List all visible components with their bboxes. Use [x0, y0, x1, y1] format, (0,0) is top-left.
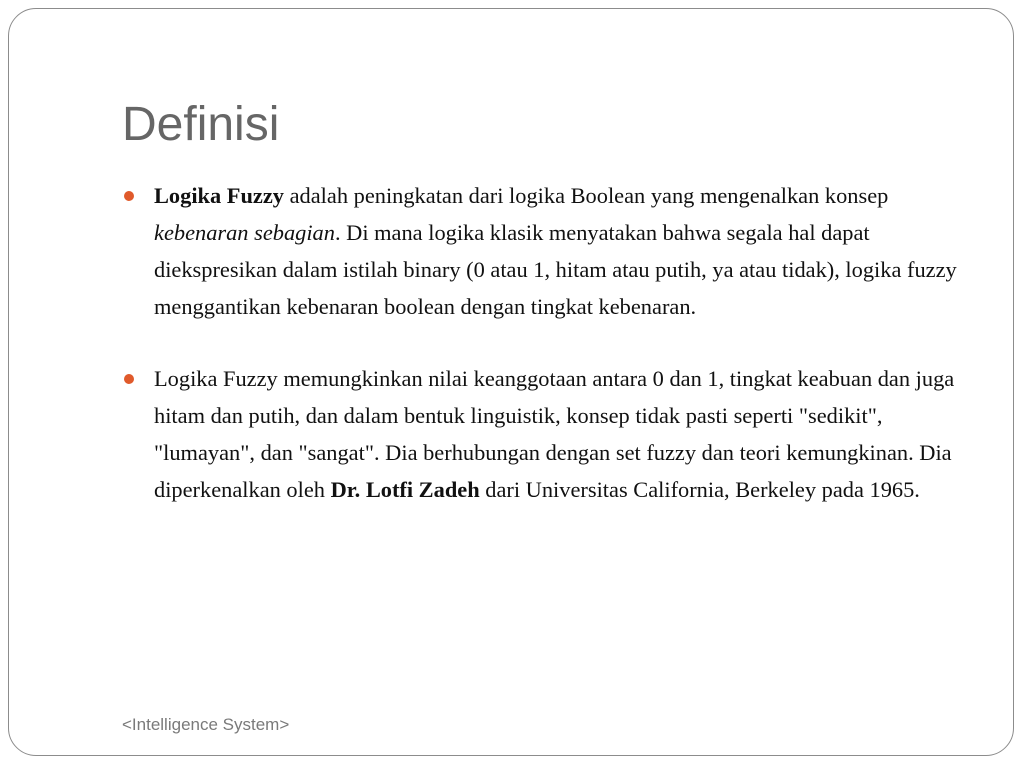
- italic-term-kebenaran-sebagian: kebenaran sebagian: [154, 220, 335, 245]
- bold-term-logika-fuzzy: Logika Fuzzy: [154, 183, 284, 208]
- slide-frame: [8, 8, 1014, 756]
- bullet-dot-icon: [124, 191, 134, 201]
- bullet-item-definition: [154, 177, 984, 325]
- bullet-list: [154, 177, 984, 508]
- bullet-text: adalah peningkatan dari logika Boolean yang mengenalkan konsep: [284, 183, 889, 208]
- bullet-dot-icon: [124, 374, 134, 384]
- bullet-item-history: [154, 360, 984, 508]
- bullet-text: . Di mana logika klasik menyatakan bahwa segala hal dapat diekspresikan dalam istilah binary (0 atau 1, hitam atau putih, ya atau tidak), logika fuzzy menggantikan kebenaran boolean dengan tingkat kebenaran.: [154, 220, 957, 319]
- bullet-text: dari Universitas California, Berkeley pada 1965.: [479, 477, 920, 502]
- slide-footer: <Intelligence System>: [122, 715, 290, 734]
- slide-title: Definisi: [122, 98, 280, 151]
- bold-term-lotfi-zadeh: Dr. Lotfi Zadeh: [330, 477, 480, 502]
- bullet-text: Logika Fuzzy memungkinkan nilai keanggotaan antara 0 dan 1, tingkat keabuan dan juga hitam dan putih, dan dalam bentuk linguistik, konsep tidak pasti seperti "sedikit", "lumayan", dan "sangat". Dia berhubungan dengan set fuzzy dan teori kemungkinan. Dia diperkenalkan oleh: [154, 366, 955, 502]
